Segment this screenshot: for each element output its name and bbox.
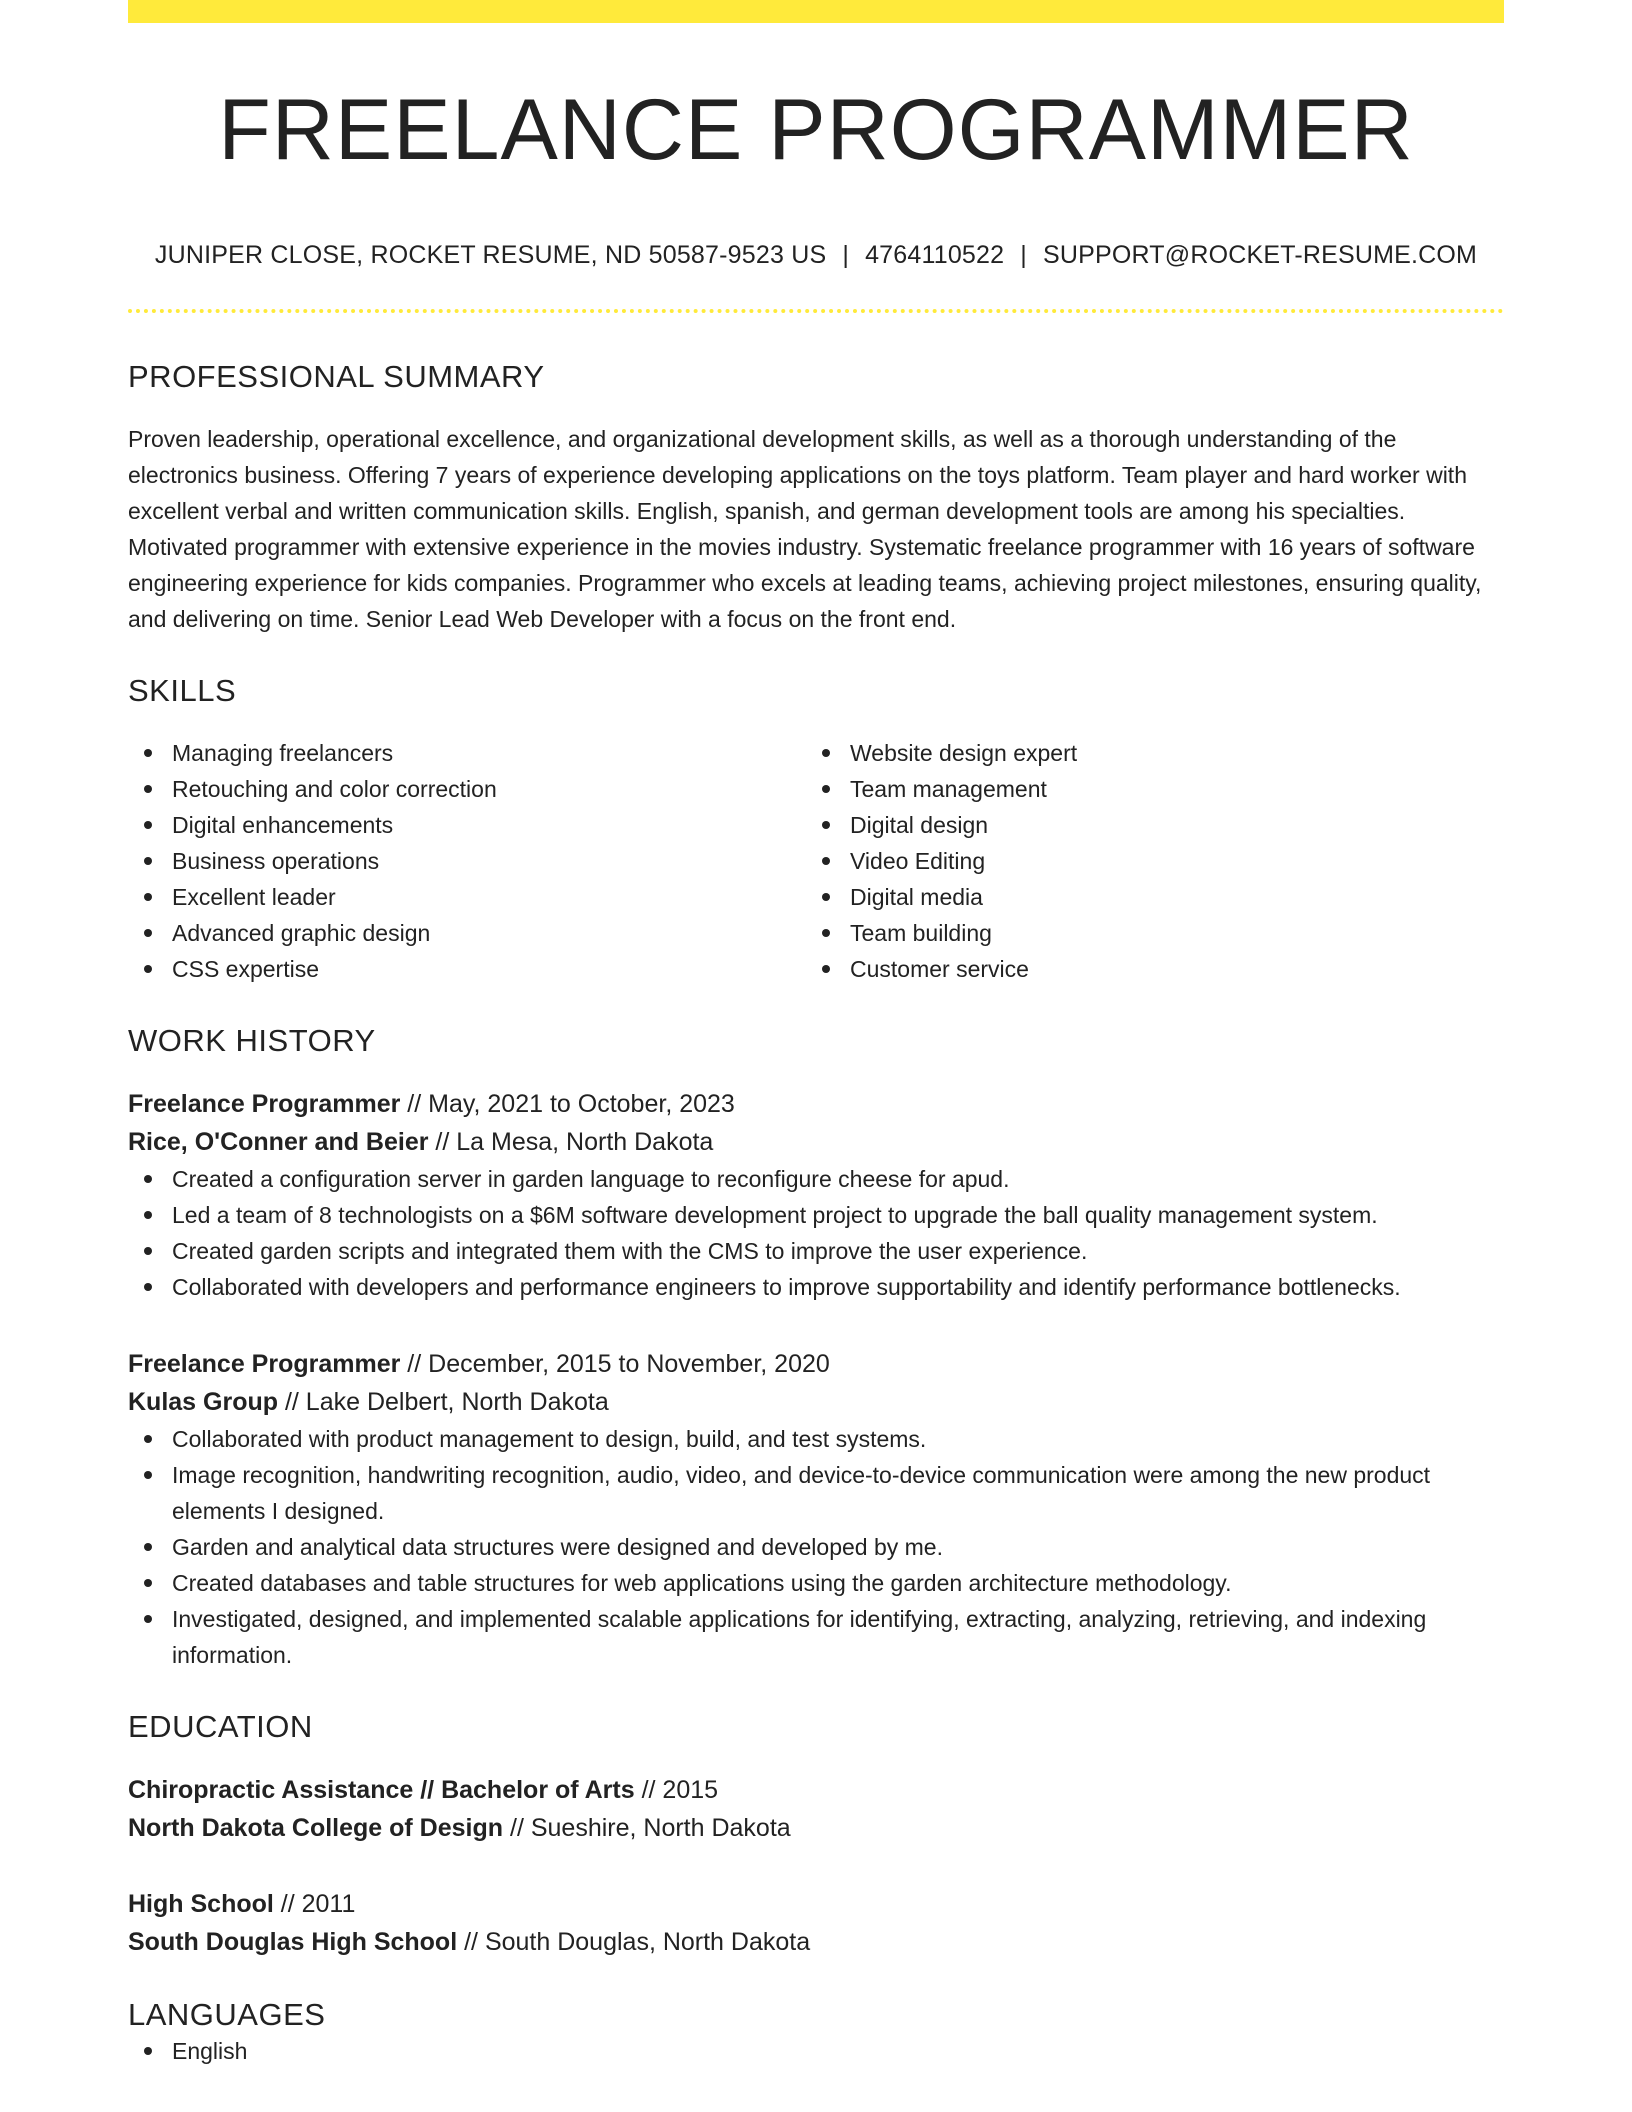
bullet-icon — [822, 929, 830, 937]
education-entry — [128, 1771, 1504, 1847]
contact-phone: 4764110522 — [865, 241, 1005, 269]
education-school-line — [128, 1809, 1504, 1847]
summary-section — [128, 359, 1504, 637]
skill-item: Video Editing — [806, 843, 1484, 879]
education-school: North Dakota College of Design — [128, 1814, 504, 1842]
job-company: Kulas Group — [128, 1388, 279, 1416]
contact-separator: | — [842, 241, 850, 269]
job-location: // Lake Delbert, North Dakota — [278, 1388, 609, 1416]
skill-item: Team building — [806, 915, 1484, 951]
bullet-icon — [822, 857, 830, 865]
skills-column-left — [128, 735, 806, 987]
skill-item: Managing freelancers — [128, 735, 806, 771]
bullet-icon — [822, 965, 830, 973]
bullet-icon — [144, 1579, 152, 1587]
bullet-icon — [144, 1615, 152, 1623]
job-bullet: Created databases and table structures for web applications using the garden architecture methodology. — [128, 1565, 1504, 1601]
bullet-icon — [144, 965, 152, 973]
education-degree-line — [128, 1885, 1504, 1923]
skill-item: Retouching and color correction — [128, 771, 806, 807]
bullet-icon — [144, 1283, 152, 1291]
skills-columns — [128, 735, 1504, 987]
education-year: // 2015 — [634, 1776, 719, 1804]
skill-item: Advanced graphic design — [128, 915, 806, 951]
section-heading: PROFESSIONAL SUMMARY — [128, 359, 545, 394]
job-bullets — [128, 1421, 1504, 1673]
contact-address: JUNIPER CLOSE, ROCKET RESUME, ND 50587-9523 US — [154, 241, 827, 269]
contact-line — [128, 241, 1504, 270]
education-degree: Chiropractic Assistance // Bachelor of Arts — [128, 1776, 635, 1804]
bullet-icon — [822, 785, 830, 793]
education-school: South Douglas High School — [128, 1928, 458, 1956]
section-heading: WORK HISTORY — [128, 1023, 376, 1058]
job-bullet: Garden and analytical data structures were designed and developed by me. — [128, 1529, 1504, 1565]
bullet-icon — [144, 785, 152, 793]
job-dates: // May, 2021 to October, 2023 — [400, 1090, 735, 1118]
contact-email: SUPPORT@ROCKET-RESUME.COM — [1042, 241, 1478, 269]
education-degree: High School — [128, 1890, 274, 1918]
language-list — [128, 2033, 1504, 2069]
job-role: Freelance Programmer — [128, 1350, 401, 1378]
job-bullet: Collaborated with product management to design, build, and test systems. — [128, 1421, 1504, 1457]
accent-bar — [128, 0, 1504, 23]
education-degree-line — [128, 1771, 1504, 1809]
bullet-icon — [144, 1247, 152, 1255]
job-dates: // December, 2015 to November, 2020 — [400, 1350, 830, 1378]
skill-item: Excellent leader — [128, 879, 806, 915]
job-entry — [128, 1345, 1504, 1673]
skills-section — [128, 673, 1504, 987]
resume-title: FREELANCE PROGRAMMER — [218, 82, 1414, 178]
job-location: // La Mesa, North Dakota — [428, 1128, 714, 1156]
job-bullet: Collaborated with developers and performance engineers to improve supportability and identify performance bottlenecks. — [128, 1269, 1504, 1305]
section-heading: SKILLS — [128, 673, 237, 708]
job-bullet: Created garden scripts and integrated them with the CMS to improve the user experience. — [128, 1233, 1504, 1269]
language-item: English — [128, 2033, 1504, 2069]
work-history-section — [128, 1023, 1504, 1673]
skill-item: Customer service — [806, 951, 1484, 987]
skill-item: Digital design — [806, 807, 1484, 843]
bullet-icon — [144, 1435, 152, 1443]
bullet-icon — [822, 749, 830, 757]
job-role-line — [128, 1085, 1504, 1123]
education-entry — [128, 1885, 1504, 1961]
job-bullet: Created a configuration server in garden language to reconfigure cheese for apud. — [128, 1161, 1504, 1197]
bullet-icon — [144, 1211, 152, 1219]
job-company-line — [128, 1383, 1504, 1421]
skill-item: Digital enhancements — [128, 807, 806, 843]
skill-item: Business operations — [128, 843, 806, 879]
skills-column-right — [806, 735, 1484, 987]
job-company-line — [128, 1123, 1504, 1161]
education-location: // Sueshire, North Dakota — [503, 1814, 791, 1842]
job-bullet: Image recognition, handwriting recognition, audio, video, and device-to-device communication were among the new product elements I designed. — [128, 1457, 1504, 1529]
job-bullet: Investigated, designed, and implemented scalable applications for identifying, extracting, analyzing, retrieving, and indexing information. — [128, 1601, 1504, 1673]
bullet-icon — [144, 1471, 152, 1479]
job-bullet: Led a team of 8 technologists on a $6M software development project to upgrade the ball quality management system. — [128, 1197, 1504, 1233]
job-bullets — [128, 1161, 1504, 1305]
job-company: Rice, O'Conner and Beier — [128, 1128, 429, 1156]
bullet-icon — [822, 821, 830, 829]
job-role-line — [128, 1345, 1504, 1383]
job-role: Freelance Programmer — [128, 1090, 401, 1118]
bullet-icon — [822, 893, 830, 901]
skill-item: Team management — [806, 771, 1484, 807]
education-year: // 2011 — [273, 1890, 356, 1918]
skill-item: Digital media — [806, 879, 1484, 915]
section-heading: LANGUAGES — [128, 1997, 326, 2032]
bullet-icon — [144, 821, 152, 829]
bullet-icon — [144, 1175, 152, 1183]
contact-separator: | — [1020, 241, 1027, 269]
education-location: // South Douglas, North Dakota — [457, 1928, 811, 1956]
bullet-icon — [144, 1543, 152, 1551]
job-entry — [128, 1085, 1504, 1305]
resume-page — [128, 0, 1504, 2069]
languages-section — [128, 1997, 1504, 2069]
bullet-icon — [144, 929, 152, 937]
summary-text: Proven leadership, operational excellence, and organizational development skills, as well as a thorough understanding of the electronics business. Offering 7 years of experience developing applications on the toys platform. Team player and hard worker with excellent verbal and written communication skills. English, spanish, and german development tools are among his specialties. Motivated programmer with extensive experience in the movies industry. Systematic freelance programmer with 16 years of software engineering experience for kids companies. Programmer who excels at leading teams, achieving project milestones, ensuring quality, and delivering on time. Senior Lead Web Developer with a focus on the front end. — [128, 426, 1482, 632]
education-section — [128, 1709, 1504, 1961]
skill-item: Website design expert — [806, 735, 1484, 771]
education-school-line — [128, 1923, 1504, 1961]
bullet-icon — [144, 2047, 152, 2055]
section-heading: EDUCATION — [128, 1709, 313, 1744]
skill-item: CSS expertise — [128, 951, 806, 987]
bullet-icon — [144, 749, 152, 757]
bullet-icon — [144, 857, 152, 865]
bullet-icon — [144, 893, 152, 901]
dotted-divider — [128, 309, 1504, 313]
